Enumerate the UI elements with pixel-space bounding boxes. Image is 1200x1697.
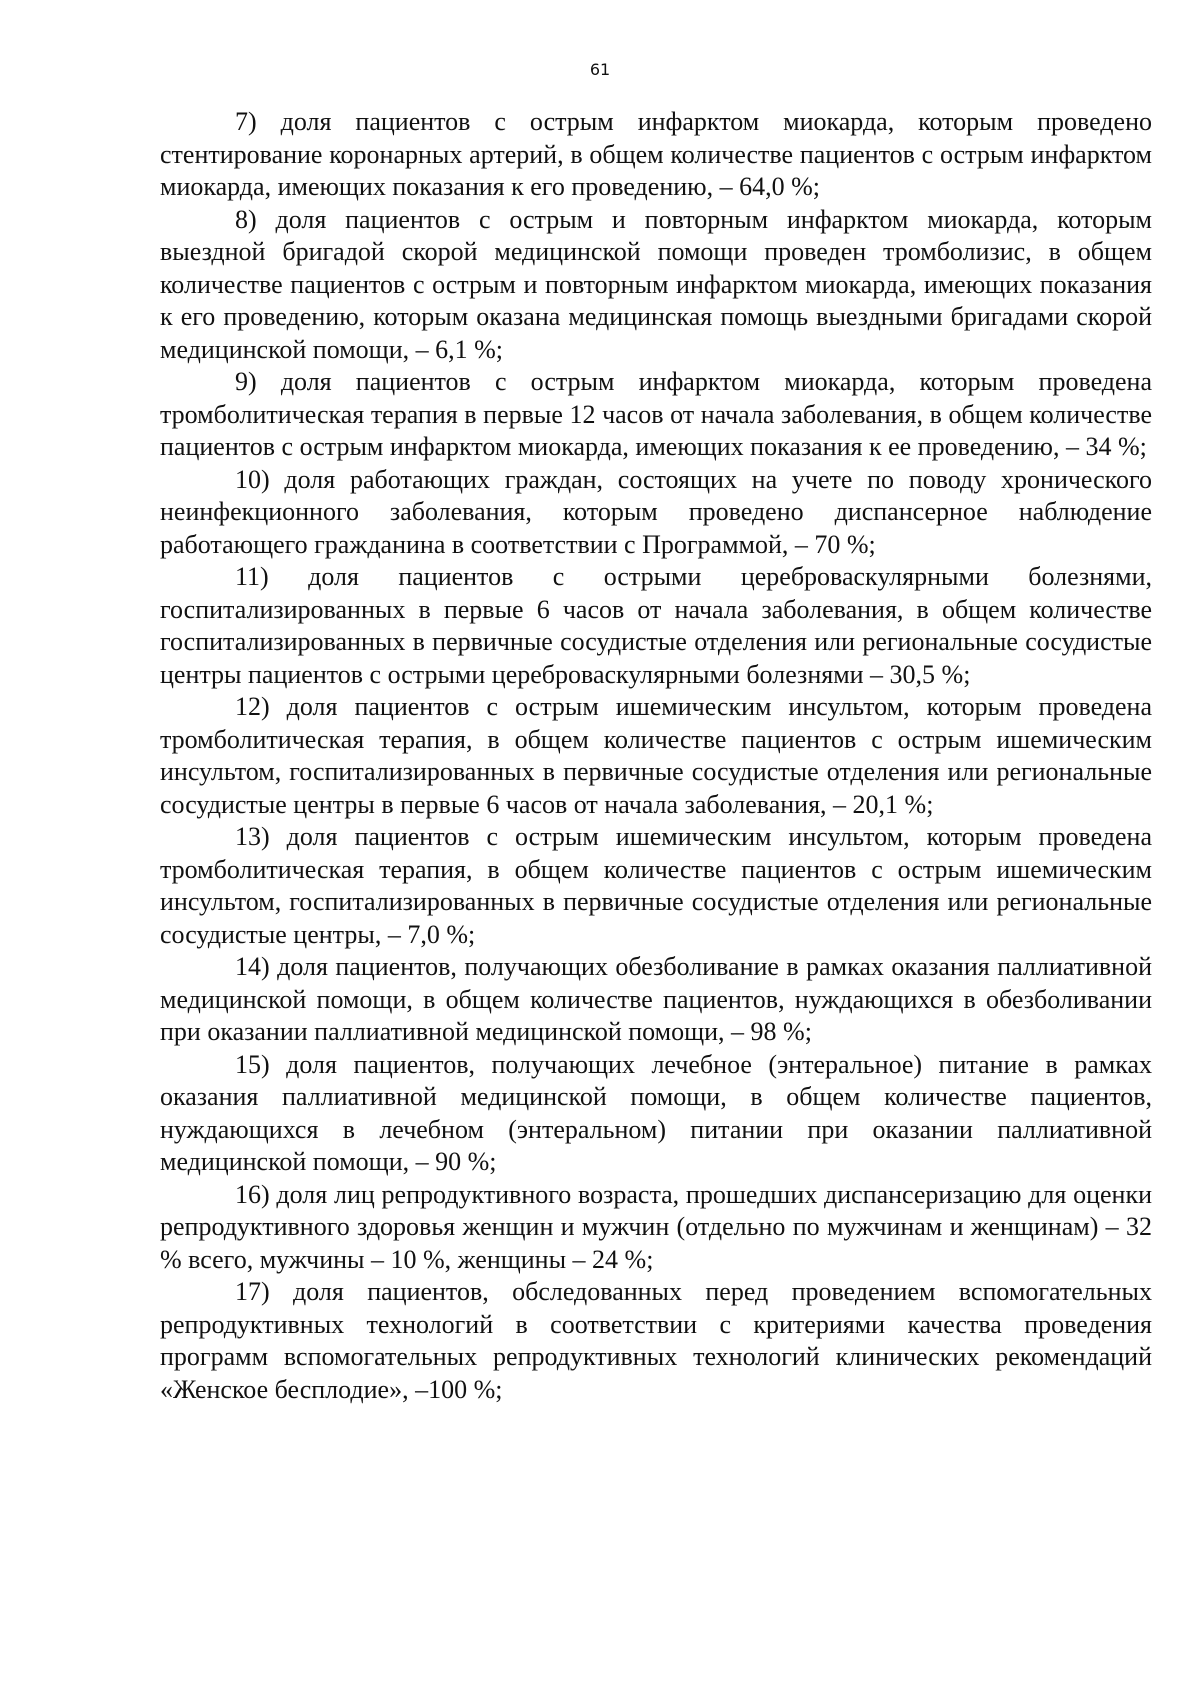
paragraph-item-17: 17) доля пациентов, обследованных перед проведением вспомогательных репродуктивных технологий в соответствии с критериями качества проведения программ вспомогательных репродуктивных технологий клинических рекомендаций «Женское бесплодие», –100 %; [160, 1277, 1152, 1404]
page-number: 61 [589, 60, 611, 79]
document-body [160, 106, 1152, 1406]
paragraph-item-12: 12) доля пациентов с острым ишемическим инсультом, которым проведена тромболитическая терапия, в общем количестве пациентов с острым ишемическим инсультом, госпитализированных в первичные сосудистые отделения или региональные сосудистые центры в первые 6 часов от начала заболевания, – 20,1 %; [160, 692, 1152, 819]
paragraph-item-16: 16) доля лиц репродуктивного возраста, прошедших диспансеризацию для оценки репродуктивного здоровья женщин и мужчин (отдельно по мужчинам и женщинам) – 32 % всего, мужчины – 10 %, женщины – 24 %; [160, 1179, 1152, 1274]
paragraph-item-11: 11) доля пациентов с острыми цереброваскулярными болезнями, госпитализированных в первые 6 часов от начала заболевания, в общем количестве госпитализированных в первичные сосудистые отделения или региональные сосудистые центры пациентов с острыми цереброваскулярными болезнями – 30,5 %; [160, 562, 1152, 689]
paragraph-item-15: 15) доля пациентов, получающих лечебное (энтеральное) питание в рамках оказания паллиативной медицинской помощи, в общем количестве пациентов, нуждающихся в лечебном (энтеральном) питании при оказании паллиативной медицинской помощи, – 90 %; [160, 1049, 1152, 1176]
paragraph-item-8: 8) доля пациентов с острым и повторным инфарктом миокарда, которым выездной бригадой скорой медицинской помощи проведен тромболизис, в общем количестве пациентов с острым и повторным инфарктом миокарда, имеющих показания к его проведению, которым оказана медицинская помощь выездными бригадами скорой медицинской помощи, – 6,1 %; [160, 204, 1152, 364]
paragraph-item-10: 10) доля работающих граждан, состоящих на учете по поводу хронического неинфекционного заболевания, которым проведено диспансерное наблюдение работающего гражданина в соответствии с Программой, – 70 %; [160, 464, 1152, 559]
paragraph-item-14: 14) доля пациентов, получающих обезболивание в рамках оказания паллиативной медицинской помощи, в общем количестве пациентов, нуждающихся в обезболивании при оказании паллиативной медицинской помощи, – 98 %; [160, 952, 1152, 1046]
paragraph-item-13: 13) доля пациентов с острым ишемическим инсультом, которым проведена тромболитическая терапия, в общем количестве пациентов с острым ишемическим инсультом, госпитализированных в первичные сосудистые отделения или региональные сосудистые центры, – 7,0 %; [160, 822, 1152, 949]
paragraph-item-9: 9) доля пациентов с острым инфарктом миокарда, которым проведена тромболитическая терапия в первые 12 часов от начала заболевания, в общем количестве пациентов с острым инфарктом миокарда, имеющих показания к ее проведению, – 34 %; [160, 367, 1152, 461]
paragraph-item-7: 7) доля пациентов с острым инфарктом миокарда, которым проведено стентирование коронарных артерий, в общем количестве пациентов с острым инфарктом миокарда, имеющих показания к его проведению, – 64,0 %; [160, 107, 1152, 201]
